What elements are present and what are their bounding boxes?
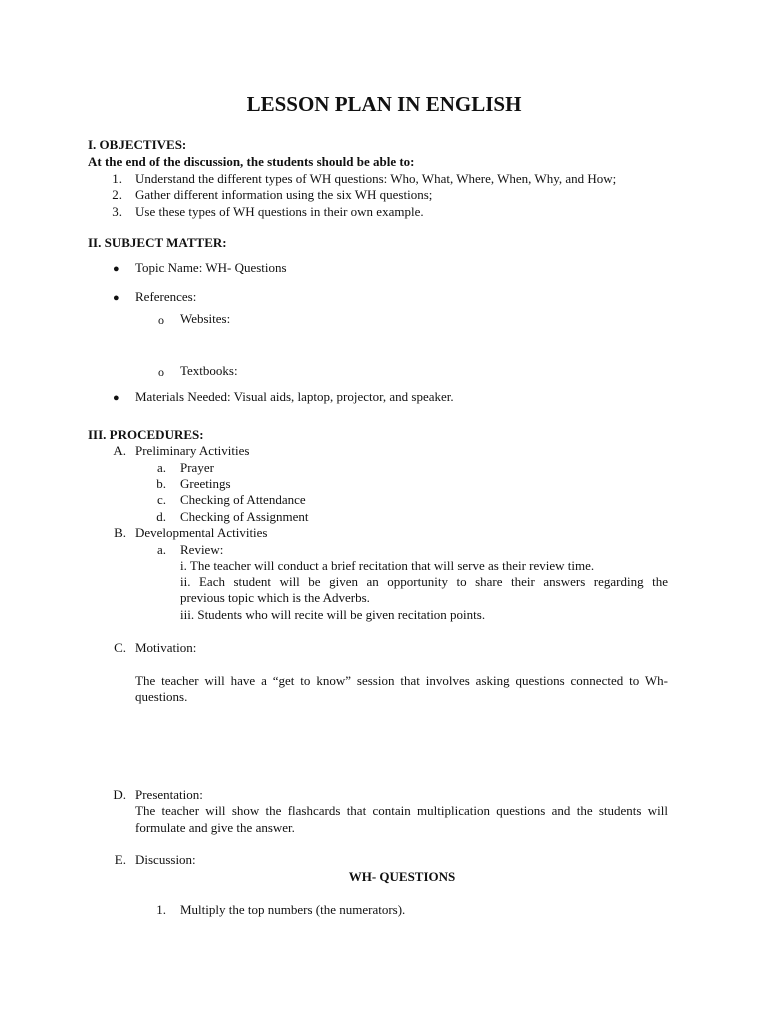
objective-item: Gather different information using the six WH questions; xyxy=(135,187,433,202)
sub-letter: b. xyxy=(156,476,166,491)
section-label: D. xyxy=(113,787,126,802)
motivation-text-continued: questions. xyxy=(135,689,188,704)
activity-item: Prayer xyxy=(180,460,214,475)
page-title: LESSON PLAN IN ENGLISH xyxy=(246,92,522,116)
motivation-title: Motivation: xyxy=(135,640,197,655)
sub-letter: a. xyxy=(156,460,166,475)
sub-letter: a. xyxy=(156,542,166,557)
objective-item: Use these types of WH questions in their own example. xyxy=(135,204,424,219)
materials-needed: Materials Needed: Visual aids, laptop, projector, and speaker. xyxy=(135,389,454,404)
bullet-icon: ● xyxy=(113,392,120,404)
activity-item: Checking of Assignment xyxy=(180,509,309,524)
presentation-text: The teacher will show the flashcards that contain multiplication questions and the students will xyxy=(135,803,668,818)
motivation-text: The teacher will have a “get to know” session that involves asking questions connected to Wh- xyxy=(135,673,668,688)
circle-bullet-icon: o xyxy=(158,313,164,327)
review-item-continued: previous topic which is the Adverbs. xyxy=(180,590,370,605)
discussion-item: Multiply the top numbers (the numerators). xyxy=(180,902,406,917)
discussion-item-number: 1. xyxy=(156,902,166,917)
websites-label: Websites: xyxy=(180,311,231,326)
topic-name: Topic Name: WH- Questions xyxy=(135,260,287,275)
objectives-intro: At the end of the discussion, the students should be able to: xyxy=(88,154,415,169)
activity-item: Greetings xyxy=(180,476,231,491)
presentation-title: Presentation: xyxy=(135,787,203,802)
textbooks-label: Textbooks: xyxy=(180,363,238,378)
sub-letter: c. xyxy=(156,492,166,507)
sub-letter: d. xyxy=(156,509,166,524)
review-item: iii. Students who will recite will be given recitation points. xyxy=(180,607,486,622)
subject-matter-heading: II. SUBJECT MATTER: xyxy=(88,235,227,250)
references-label: References: xyxy=(135,289,197,304)
objective-item: Understand the different types of WH questions: Who, What, Where, When, Why, and How; xyxy=(135,171,617,186)
section-label: C. xyxy=(114,640,126,655)
section-label: A. xyxy=(113,443,126,458)
objective-number: 1. xyxy=(112,171,122,186)
objectives-heading: I. OBJECTIVES: xyxy=(88,137,187,152)
review-item: ii. Each student will be given an opportunity to share their answers regarding the xyxy=(180,574,668,589)
discussion-title: Discussion: xyxy=(135,852,196,867)
discussion-heading: WH- QUESTIONS xyxy=(348,869,456,884)
review-title: Review: xyxy=(180,542,224,557)
presentation-text-continued: formulate and give the answer. xyxy=(135,820,295,835)
procedures-heading: III. PROCEDURES: xyxy=(88,427,204,442)
preliminary-activities-title: Preliminary Activities xyxy=(135,443,250,458)
objective-number: 3. xyxy=(112,204,122,219)
section-label: B. xyxy=(114,525,126,540)
activity-item: Checking of Attendance xyxy=(180,492,306,507)
section-label: E. xyxy=(114,852,126,867)
bullet-icon: ● xyxy=(113,263,120,275)
bullet-icon: ● xyxy=(113,292,120,304)
review-item: i. The teacher will conduct a brief recitation that will serve as their review time. xyxy=(180,558,595,573)
developmental-activities-title: Developmental Activities xyxy=(135,525,268,540)
circle-bullet-icon: o xyxy=(158,365,164,379)
objective-number: 2. xyxy=(112,187,122,202)
